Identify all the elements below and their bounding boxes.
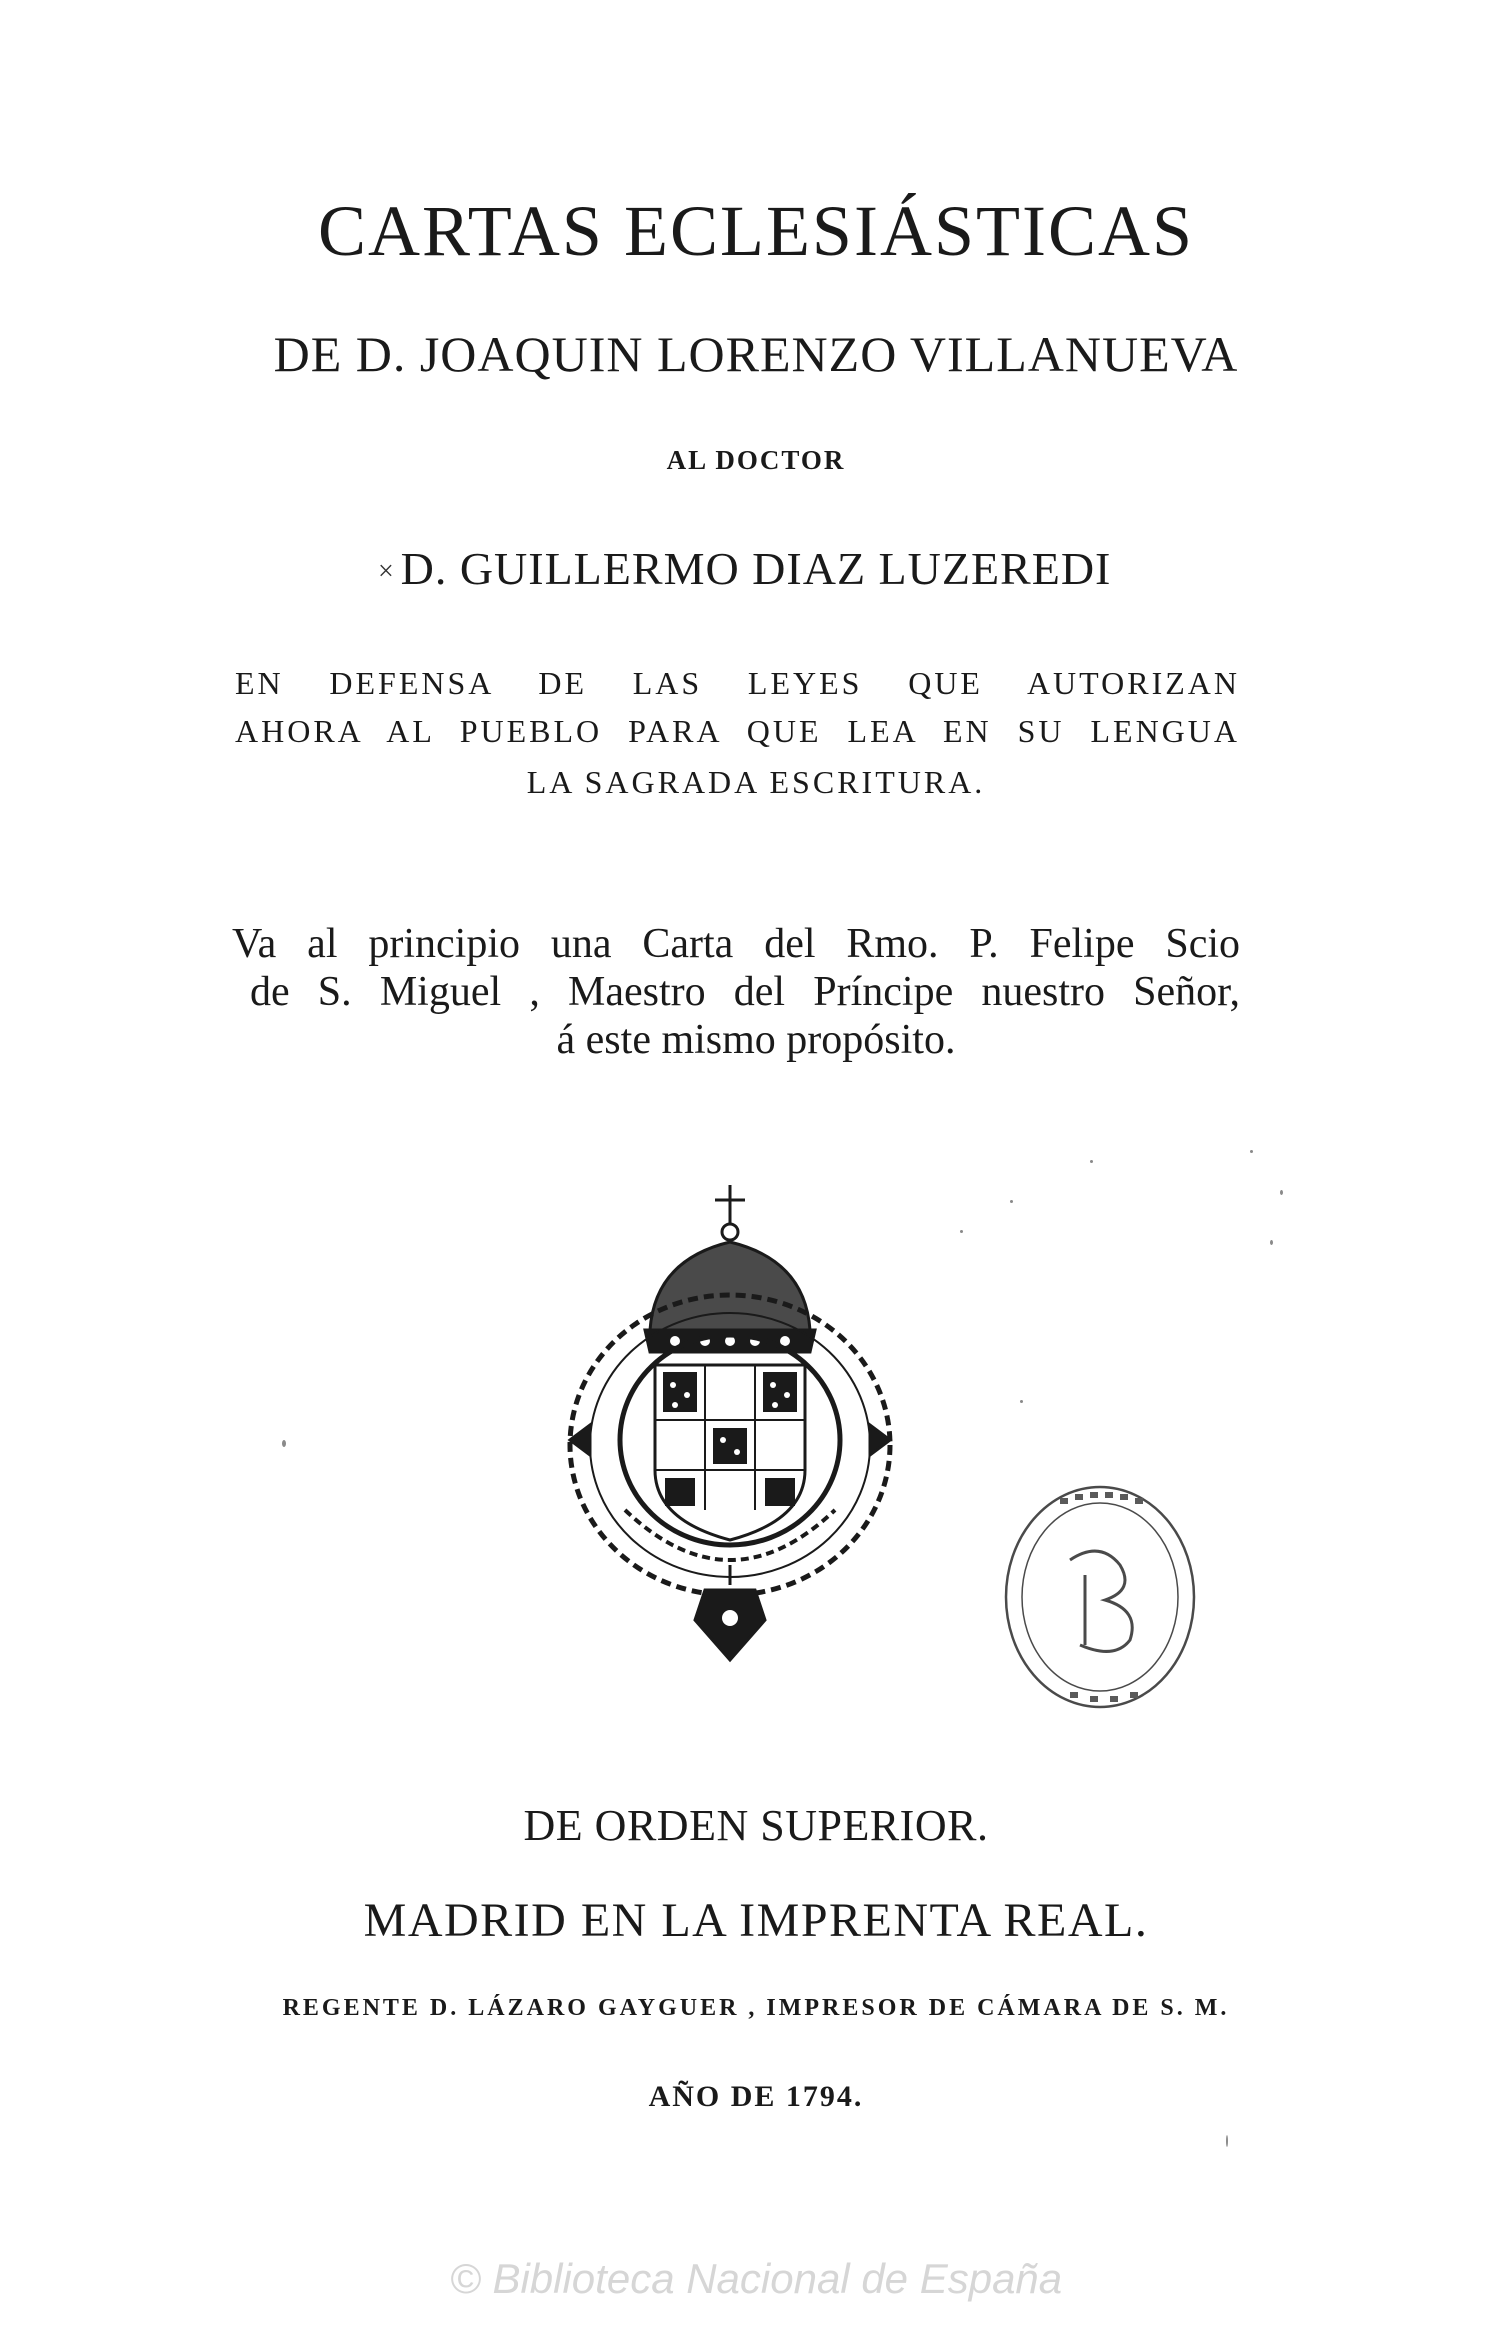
author-line: DE D. JOAQUIN LORENZO VILLANUEVA	[273, 326, 1239, 382]
page-title: CARTAS ECLESIÁSTICAS	[317, 191, 1194, 271]
library-stamp-icon	[1000, 1480, 1200, 1715]
addressed-prefix: AL DOCTOR	[666, 445, 846, 475]
print-speck	[1010, 1200, 1013, 1203]
print-speck	[1090, 1160, 1093, 1163]
year-line: AÑO DE 1794.	[648, 2080, 864, 2113]
regent-line: REGENTE D. LÁZARO GAYGUER , IMPRESOR DE CÁMARA DE S. M.	[282, 1995, 1230, 2021]
copyright-watermark: © Biblioteca Nacional de España	[449, 2255, 1063, 2302]
note-line-3: á este mismo propósito.	[556, 1017, 956, 1063]
order-line: DE ORDEN SUPERIOR.	[523, 1801, 989, 1850]
print-speck	[1270, 1240, 1273, 1245]
recipient-line: D. GUILLERMO DIAZ LUZEREDI	[400, 543, 1112, 594]
print-speck	[1020, 1400, 1023, 1403]
print-speck	[960, 1230, 963, 1233]
subject-line-3: LA SAGRADA ESCRITURA.	[526, 764, 986, 800]
print-speck	[1250, 1150, 1253, 1153]
handwritten-mark: ×	[378, 556, 394, 587]
subject-line-1: EN DEFENSA DE LAS LEYES QUE AUTORIZAN	[235, 665, 1240, 701]
print-speck	[282, 1440, 286, 1447]
note-line-1: Va al principio una Carta del Rmo. P. Felipe Scio	[232, 921, 1240, 967]
print-speck	[1226, 2135, 1228, 2147]
note-line-2: de S. Miguel , Maestro del Príncipe nuestro Señor,	[250, 969, 1240, 1015]
subject-line-2: AHORA AL PUEBLO PARA QUE LEA EN SU LENGUA	[235, 713, 1240, 749]
royal-coat-of-arms-icon	[555, 1180, 905, 1670]
print-speck	[1280, 1190, 1283, 1195]
imprint-line: MADRID EN LA IMPRENTA REAL.	[363, 1894, 1149, 1947]
